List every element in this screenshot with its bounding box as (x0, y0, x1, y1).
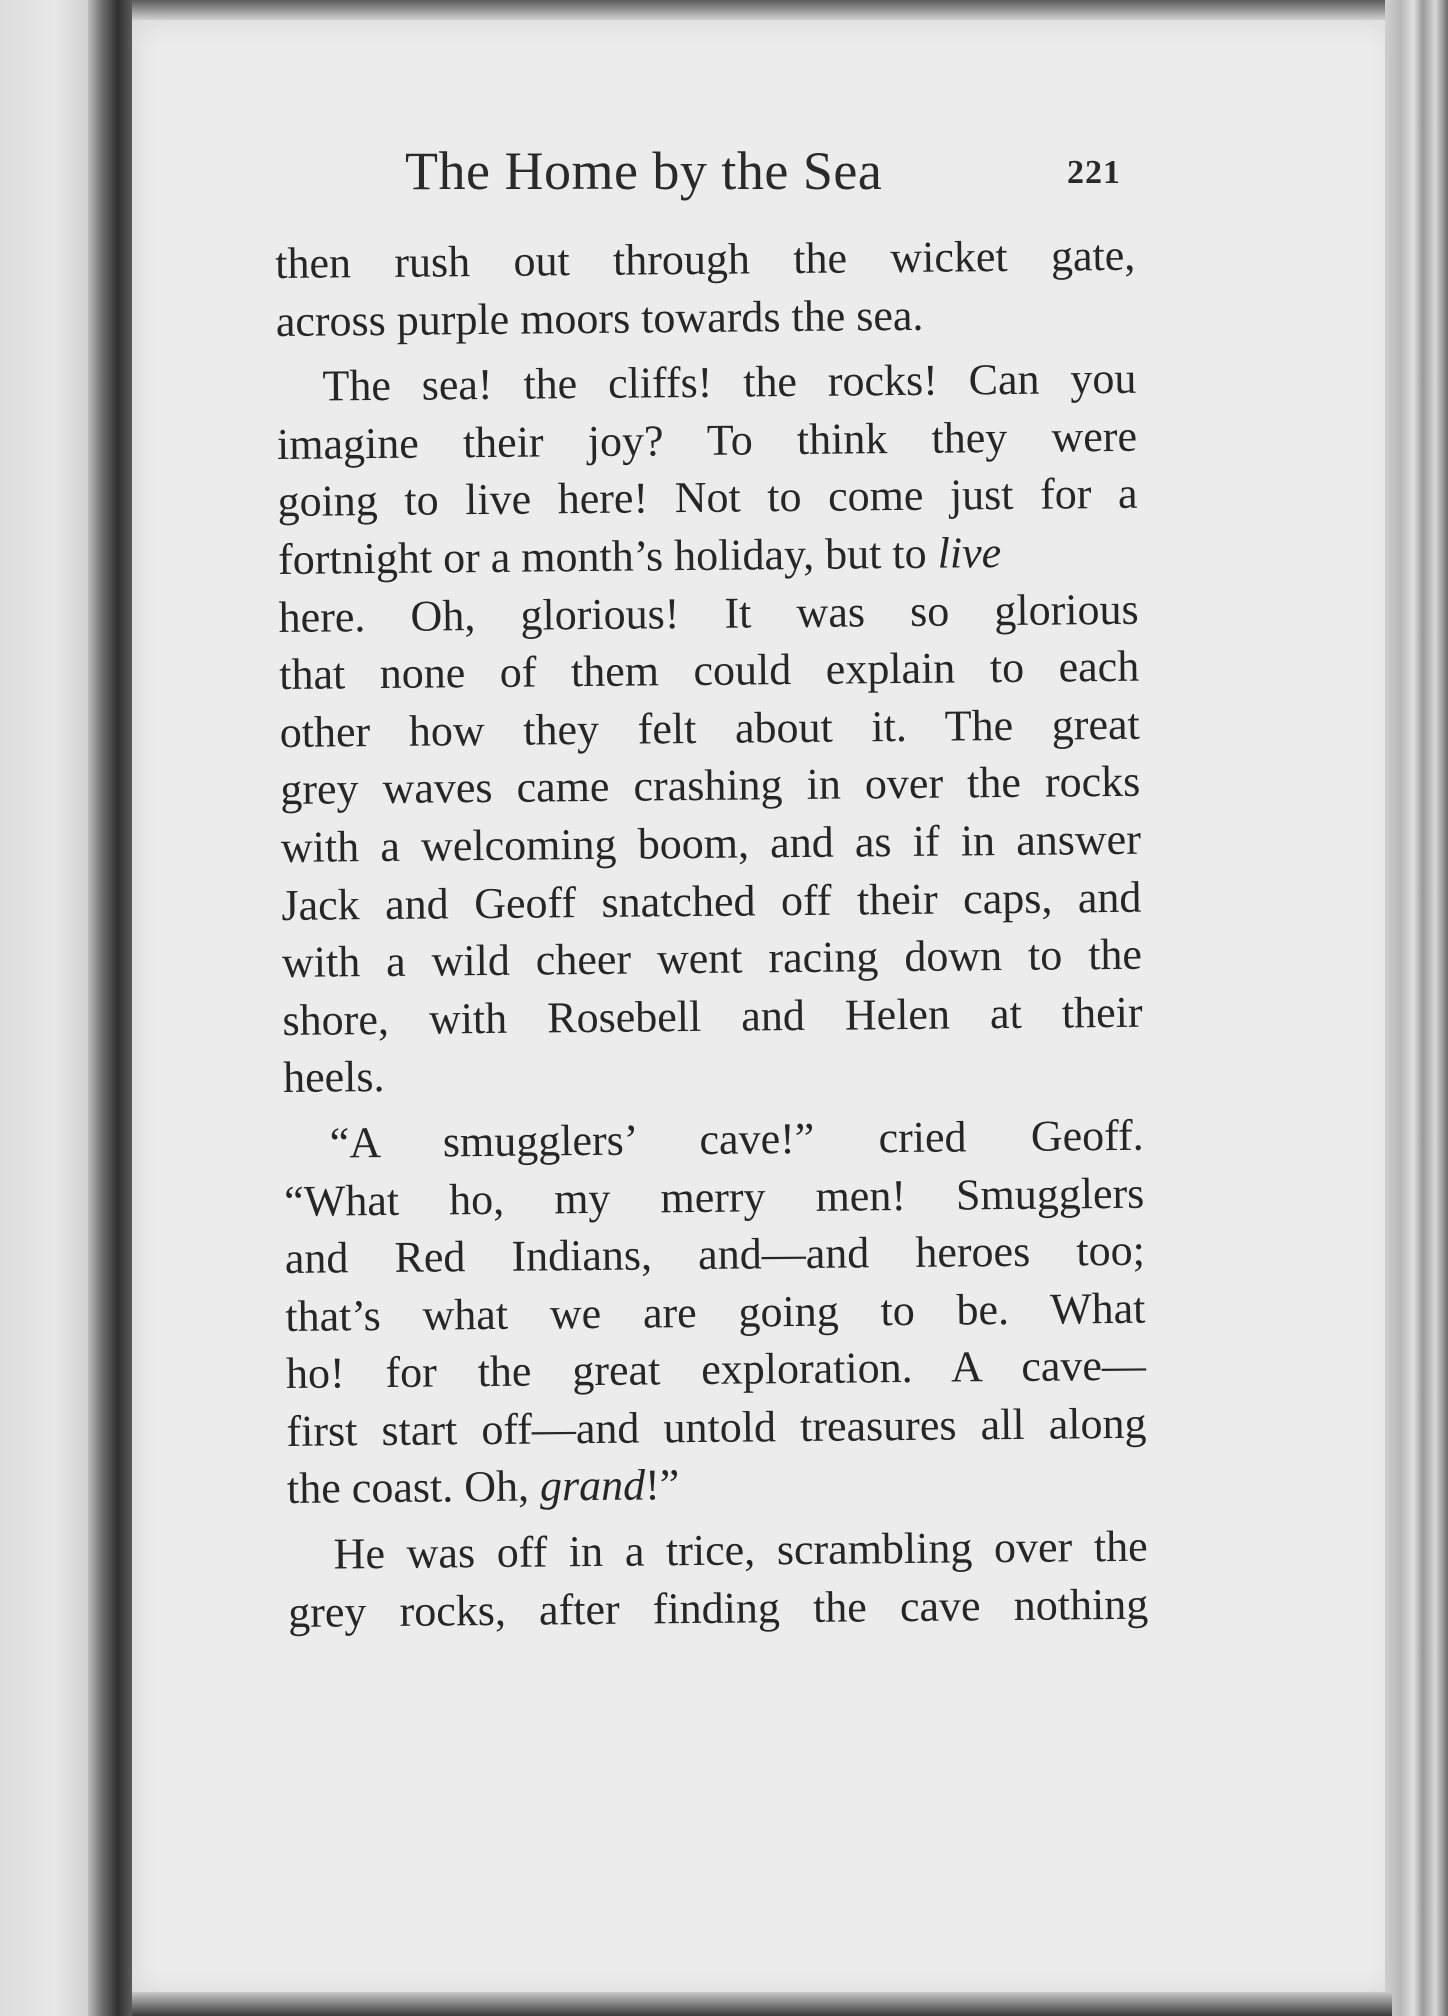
text-line: heels. (282, 1052, 385, 1103)
text-line: He was off in a trice, scrambling over the (333, 1521, 1148, 1579)
text-line: Jack and Geoff snatched off their caps, and (281, 872, 1142, 930)
text-line: ho! for the great exploration. A cave— (285, 1340, 1147, 1399)
text-line: going to live here! Not to come just for a (277, 469, 1138, 527)
text-line: across purple moors towards the sea. (275, 290, 924, 346)
text-line (278, 523, 1139, 589)
italic-word: live (937, 528, 1002, 578)
running-head: The Home by the Sea (405, 141, 883, 201)
text-line: grey rocks, after finding the cave nothing (287, 1579, 1149, 1637)
page-header (405, 140, 1125, 210)
text-segment: fortnight or a month’s holiday, but to (277, 528, 938, 584)
paragraph (287, 1518, 1148, 1641)
text-line: then rush out through the wicket gate, (275, 230, 1136, 288)
text-line: “A smugglers’ cave!” cried Geoff. (329, 1110, 1144, 1168)
paragraph (276, 350, 1143, 1107)
text-line: with a welcoming boom, and as if in answer (280, 814, 1142, 872)
paragraph (275, 227, 1136, 350)
paragraph (283, 1107, 1147, 1518)
text-line: imagine their joy? To think they were (276, 411, 1138, 469)
book-gutter (88, 0, 138, 2016)
text-line: The sea! the cliffs! the rocks! Can you (322, 353, 1137, 411)
text-line: shore, with Rosebell and Helen at their (282, 987, 1143, 1045)
text-line: other how they felt about it. The great (279, 699, 1140, 757)
body-text (275, 227, 1148, 1641)
page-bottom-edge (132, 1992, 1392, 2016)
text-segment: !” (644, 1460, 680, 1510)
text-line: that none of them could explain to each (278, 641, 1140, 700)
text-line: and Red Indians, and—and heroes too; (284, 1225, 1146, 1284)
text-line: first start off—and untold treasures all along (286, 1398, 1147, 1456)
page-number: 221 (1067, 154, 1121, 191)
text-segment: the coast. Oh, (286, 1461, 541, 1514)
text-line: here. Oh, glorious! It was so glorious (278, 584, 1139, 642)
page-top-edge (132, 0, 1392, 20)
text-line: with a wild cheer went racing down to the (281, 929, 1143, 988)
text-line: that’s what we are going to be. What (285, 1283, 1146, 1341)
page-stack-edge (1385, 0, 1448, 2016)
italic-word: grand (539, 1460, 646, 1511)
facing-page-edge (0, 0, 92, 2016)
text-line: grey waves came crashing in over the rocks (280, 757, 1141, 815)
text-line: “What ho, my merry men! Smugglers (284, 1168, 1145, 1226)
text-line (287, 1452, 1148, 1518)
